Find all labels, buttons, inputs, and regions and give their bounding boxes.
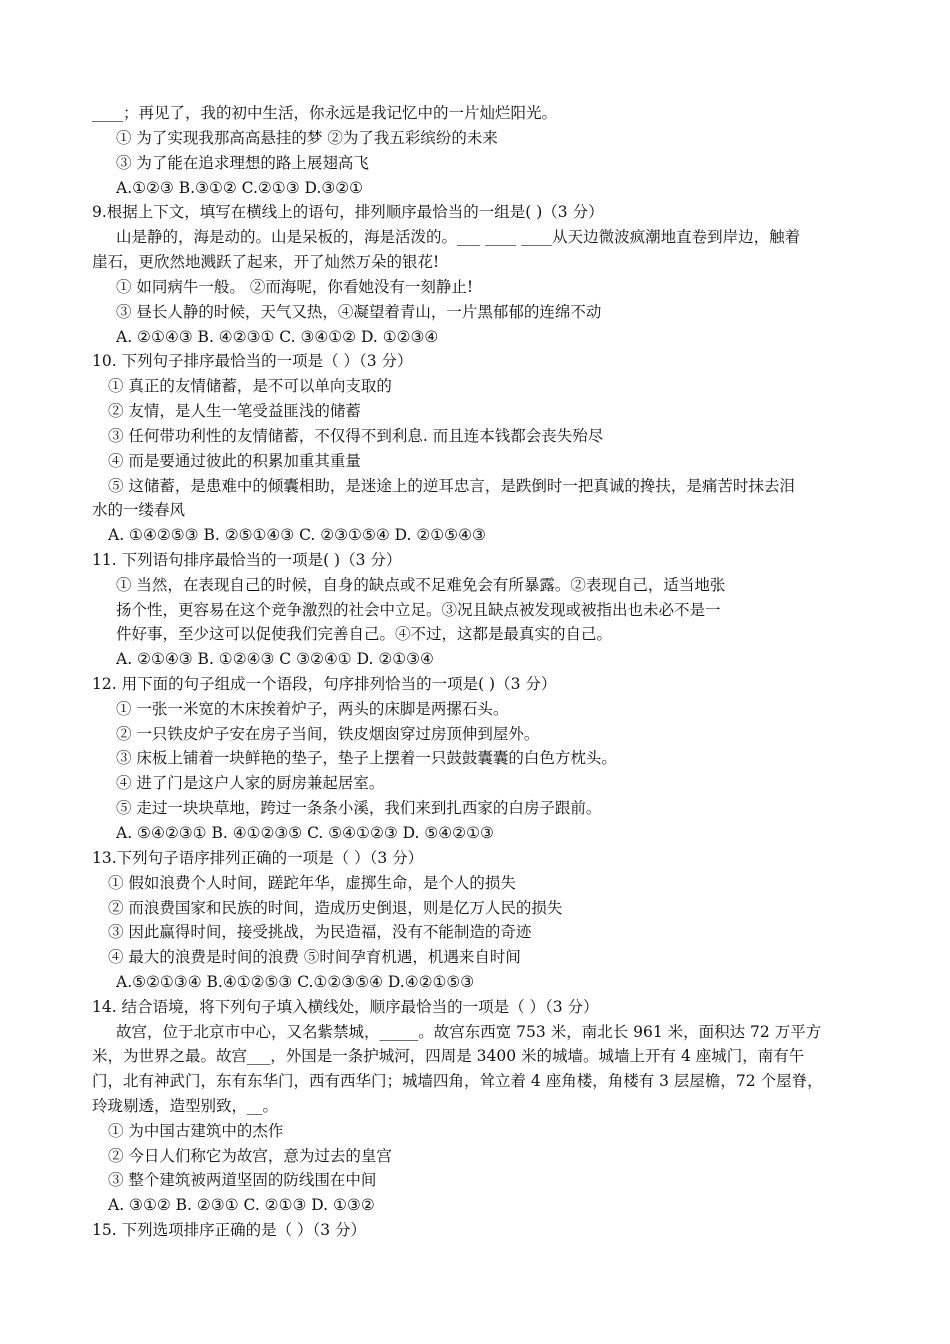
option-line: ④ 进了门是这户人家的厨房兼起居室。: [116, 774, 385, 792]
question-9-title: 9.根据上下文，填写在横线上的语句，排列顺序最恰当的一组是( )（3 分）: [92, 203, 604, 221]
option-line: ③ 为了能在追求理想的路上展翅高飞: [116, 154, 369, 172]
passage-line: 故宫，位于北京市中心，又名紫禁城，_____。故宫东西宽 753 米，南北长 961 米，面积达 72 万平方: [116, 1023, 822, 1041]
question-12-title: 12. 用下面的句子组成一个语段，句序排列恰当的一项是( )（3 分）: [92, 675, 557, 693]
text-line: ____；再见了，我的初中生活，你永远是我记忆中的一片灿烂阳光。: [92, 104, 558, 122]
answer-choices: A.①②③ B.③①② C.②①③ D.③②①: [116, 179, 364, 197]
option-line: ② 今日人们称它为故宫，意为过去的皇宫: [108, 1147, 392, 1165]
option-line: ② 友情，是人生一笔受益匪浅的储蓄: [108, 402, 361, 420]
option-line: ③ 因此赢得时间，接受挑战，为民造福，没有不能制造的奇迹: [108, 923, 532, 941]
passage-line: 崖石，更欣然地溅跃了起来，开了灿然万朵的银花!: [92, 253, 440, 271]
option-line: ① 假如浪费个人时间，蹉跎年华，虚掷生命，是个人的损失: [108, 874, 516, 892]
option-line: ③ 床板上铺着一块鲜艳的垫子，垫子上摆着一只鼓鼓囊囊的白色方枕头。: [116, 749, 617, 767]
option-line: ③ 任何带功利性的友情储蓄，不仅得不到利息. 而且连本钱都会丧失殆尽: [108, 427, 604, 445]
option-line: ④ 而是要通过彼此的积累加重其重量: [108, 452, 361, 470]
option-line: ⑤ 走过一块块草地，跨过一条条小溪，我们来到扎西家的白房子跟前。: [116, 799, 602, 817]
option-line: ① 当然，在表现自己的时候，自身的缺点或不足难免会有所暴露。②表现自己，适当地张: [116, 576, 726, 594]
option-line: 件好事，至少这可以促使我们完善自己。④不过，这都是最真实的自己。: [116, 625, 613, 643]
passage-line: 山是静的，海是动的。山是呆板的，海是活泼的。___ ____ ____从天边微波疯潮地直卷到岸边，触着: [116, 228, 801, 246]
question-13-title: 13.下列句子语序排列正确的一项是（ ）（3 分）: [92, 849, 424, 867]
answer-choices: A. ①④②⑤③ B. ②⑤①④③ C. ②③①⑤④ D. ②①⑤④③: [108, 526, 486, 544]
question-14-title: 14. 结合语境，将下列句子填入横线处，顺序最恰当的一项是（ ）（3 分）: [92, 998, 599, 1016]
option-line: ① 为了实现我那高高悬挂的梦 ②为了我五彩缤纷的未来: [116, 129, 498, 147]
passage-line: 米，为世界之最。故宫___，外国是一条护城河，四周是 3400 米的城墙。城墙上开有 4 座城门，南有午: [92, 1047, 805, 1065]
answer-choices: A. ⑤④②③① B. ④①②③⑤ C. ⑤④①②③ D. ⑤④②①③: [116, 824, 494, 842]
option-line: 扬个性，更容易在这个竞争激烈的社会中立足。③况且缺点被发现或被指出也未必不是一: [116, 601, 721, 619]
answer-choices: A. ②①④③ B. ①②④③ C ③②④① D. ②①③④: [116, 650, 434, 668]
answer-choices: A. ②①④③ B. ④②③① C. ③④①② D. ①②③④: [116, 328, 439, 346]
question-15-title: 15. 下列选项排序正确的是（ ）（3 分）: [92, 1221, 367, 1239]
option-line: ① 一张一米宽的木床挨着炉子，两头的床脚是两摞石头。: [116, 700, 509, 718]
option-line: ③ 昼长人静的时候，天气又热，④凝望着青山，一片黑郁郁的连绵不动: [116, 303, 602, 321]
option-line: ⑤ 这储蓄，是患难中的倾囊相助，是迷途上的逆耳忠言，是跌倒时一把真诚的搀扶，是痛苦时抹去泪: [108, 477, 795, 495]
option-line: ④ 最大的浪费是时间的浪费 ⑤时间孕育机遇，机遇来自时间: [108, 948, 521, 966]
option-line: ③ 整个建筑被两道坚固的防线围在中间: [108, 1171, 377, 1189]
answer-choices: A. ③①② B. ②③① C. ②①③ D. ①③②: [108, 1196, 375, 1214]
option-line: 水的一缕春风: [92, 501, 186, 519]
question-11-title: 11. 下列语句排序最恰当的一项是( )（3 分）: [92, 551, 402, 569]
option-line: ① 如同病牛一般。 ②而海呢，你看她没有一刻静止!: [116, 278, 474, 296]
question-10-title: 10. 下列句子排序最恰当的一项是（ ）（3 分）: [92, 352, 413, 370]
option-line: ② 一只铁皮炉子安在房子当间，铁皮烟囱穿过房顶伸到屋外。: [116, 725, 540, 743]
option-line: ② 而浪费国家和民族的时间，造成历史倒退，则是亿万人民的损失: [108, 899, 563, 917]
passage-line: 玲珑剔透，造型别致，__。: [92, 1097, 279, 1115]
passage-line: 门，北有神武门，东有东华门，西有西华门；城墙四角，耸立着 4 座角楼，角楼有 3 层屋檐，72 个屋脊，: [92, 1072, 823, 1090]
option-line: ① 真正的友情储蓄，是不可以单向支取的: [108, 377, 392, 395]
answer-choices: A.⑤②①③④ B.④①②⑤③ C.①②③⑤④ D.④②①⑤③: [116, 973, 475, 991]
option-line: ① 为中国古建筑中的杰作: [108, 1122, 284, 1140]
